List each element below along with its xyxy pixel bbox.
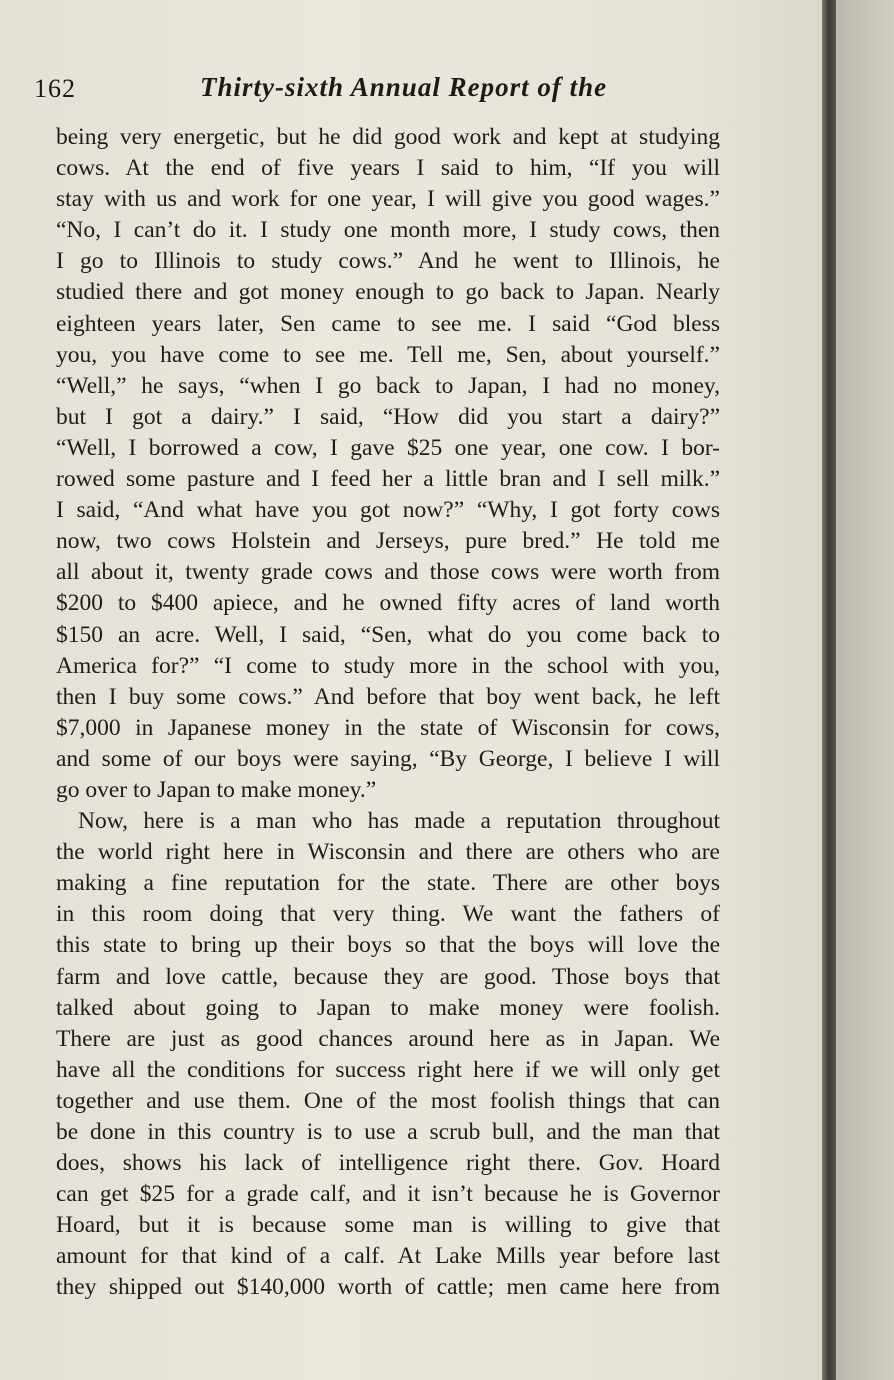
- text-line: amount for that kind of a calf. At Lake Mills year before last: [56, 1243, 720, 1270]
- text-line: “Well, I borrowed a cow, I gave $25 one year, one cow. I bor-: [56, 434, 720, 461]
- body-text: [56, 122, 720, 1304]
- text-line: America for?” “I come to study more in the school with you,: [56, 652, 720, 679]
- text-line: farm and love cattle, because they are good. Those boys that: [56, 963, 720, 990]
- text-line: $7,000 in Japanese money in the state of Wisconsin for cows,: [56, 714, 720, 741]
- text-line: and some of our boys were saying, “By George, I believe I will: [56, 745, 720, 772]
- text-line: this state to bring up their boys so that the boys will love the: [56, 932, 720, 959]
- text-line: the world right here in Wisconsin and there are others who are: [56, 839, 720, 866]
- text-line: making a fine reputation for the state. There are other boys: [56, 870, 720, 897]
- text-line: in this room doing that very thing. We want the fathers of: [56, 901, 720, 928]
- text-line: I said, “And what have you got now?” “Why, I got forty cows: [56, 497, 720, 524]
- text-line: stay with us and work for one year, I will give you good wages.”: [56, 186, 720, 213]
- text-line: you, you have come to see me. Tell me, Sen, about yourself.”: [56, 341, 720, 368]
- running-head: Thirty-sixth Annual Report of the: [200, 72, 608, 102]
- text-line: cows. At the end of five years I said to him, “If you will: [56, 155, 720, 182]
- text-line: can get $25 for a grade calf, and it isn’t because he is Governor: [56, 1181, 720, 1208]
- text-line: talked about going to Japan to make money were foolish.: [56, 994, 720, 1021]
- text-line: I go to Illinois to study cows.” And he went to Illinois, he: [56, 248, 720, 275]
- text-line: being very energetic, but he did good work and kept at studying: [56, 124, 720, 150]
- text-line: “Well,” he says, “when I go back to Japan, I had no money,: [56, 372, 720, 399]
- text-line: There are just as good chances around here as in Japan. We: [56, 1025, 720, 1052]
- text-line: studied there and got money enough to go back to Japan. Nearly: [56, 279, 720, 306]
- text-line: $200 to $400 apiece, and he owned fifty acres of land worth: [56, 590, 720, 617]
- text-line: Hoard, but it is because some man is willing to give that: [56, 1212, 720, 1239]
- text-line: they shipped out $140,000 worth of cattle; men came here from: [56, 1274, 720, 1301]
- text-line: “No, I can’t do it. I study one month more, I study cows, then: [56, 217, 720, 244]
- text-line: then I buy some cows.” And before that boy went back, he left: [56, 683, 720, 710]
- text-line: have all the conditions for success right here if we will only get: [56, 1056, 720, 1083]
- paragraph-2: [56, 806, 720, 1304]
- text-line: be done in this country is to use a scrub bull, and the man that: [56, 1119, 720, 1145]
- text-line: Now, here is a man who has made a reputation throughout: [78, 808, 720, 835]
- adjacent-page-edge: [836, 0, 894, 1380]
- text-line: $150 an acre. Well, I said, “Sen, what do you come back to: [56, 621, 720, 648]
- text-line: rowed some pasture and I feed her a little bran and I sell milk.”: [56, 466, 720, 493]
- text-line: all about it, twenty grade cows and those cows were worth from: [56, 559, 720, 586]
- text-line: but I got a dairy.” I said, “How did you start a dairy?”: [56, 403, 720, 430]
- book-gutter: [822, 0, 836, 1380]
- page-number: 162: [34, 74, 76, 103]
- text-line: eighteen years later, Sen came to see me. I said “God bless: [56, 310, 720, 337]
- text-line: go over to Japan to make money.”: [56, 776, 377, 803]
- paragraph-1: [56, 122, 720, 806]
- text-line: now, two cows Holstein and Jerseys, pure bred.” He told me: [56, 528, 720, 555]
- text-line: together and use them. One of the most foolish things that can: [56, 1087, 720, 1114]
- page-header: [34, 70, 794, 110]
- text-line: does, shows his lack of intelligence right there. Gov. Hoard: [56, 1150, 720, 1177]
